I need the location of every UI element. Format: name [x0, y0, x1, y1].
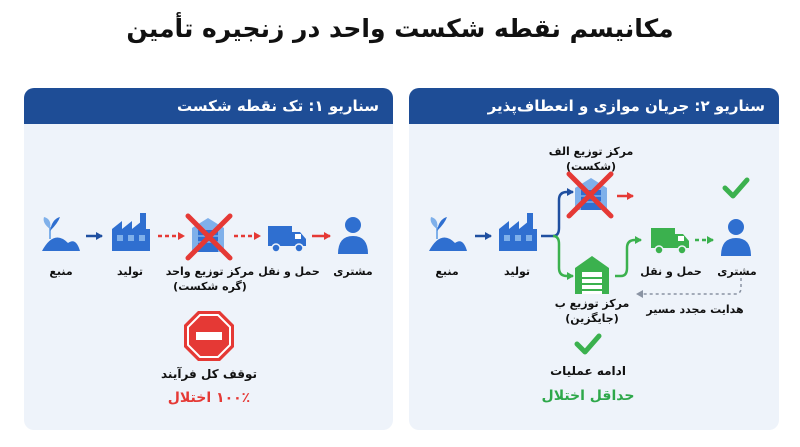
source-label: منبع: [435, 265, 459, 278]
source-icon: [429, 217, 467, 251]
factory-icon: [499, 213, 537, 251]
page-title: مکانیسم نقطه شکست واحد در زنجیره تأمین: [126, 14, 674, 43]
factory-icon: [112, 213, 150, 251]
scenario-1-header: سناریو ۱: تک نقطه شکست: [24, 88, 393, 124]
scenario-2-panel: [409, 88, 779, 430]
transport-label: حمل و نقل: [258, 265, 320, 278]
customer-icon: [721, 219, 751, 256]
stop-sign-icon: [184, 311, 234, 361]
production-label: تولید: [503, 265, 531, 278]
source-label: منبع: [49, 265, 73, 278]
customer-check-icon: [725, 180, 747, 196]
customer-label: مشتری: [717, 265, 757, 278]
production-label: تولید: [116, 265, 144, 278]
dc-b-icon: [575, 256, 609, 294]
truck-icon: [651, 228, 689, 254]
transport-label: حمل و نقل: [640, 265, 702, 278]
stop-label: توقف کل فرآیند: [161, 367, 257, 381]
customer-label: مشتری: [333, 265, 373, 278]
dc-b-label-2: (جایگزین): [565, 312, 619, 325]
full-disruption-label: ۱۰۰٪ اختلال: [167, 390, 251, 406]
scenario-1-panel: [24, 88, 393, 430]
continue-check-icon: [577, 336, 599, 352]
continue-label: ادامه عملیات: [550, 364, 626, 378]
reroute-label: هدایت مجدد مسیر: [646, 303, 744, 316]
dc-a-label-1: مرکز توزیع الف: [548, 145, 634, 158]
dc-b-label-1: مرکز توزیع ب: [554, 297, 630, 310]
truck-icon: [268, 226, 306, 252]
single-dc-label-1: مرکز توزیع واحد: [165, 265, 255, 278]
customer-icon: [338, 217, 368, 254]
minimal-disruption-label: حداقل اختلال: [541, 388, 635, 404]
single-dc-label-2: (گره شکست): [173, 280, 247, 293]
dc-a-label-2: (شکست): [565, 160, 617, 173]
source-icon: [42, 217, 80, 251]
scenario-2-header: سناریو ۲: جریان موازی و انعطاف‌پذیر: [409, 88, 779, 124]
